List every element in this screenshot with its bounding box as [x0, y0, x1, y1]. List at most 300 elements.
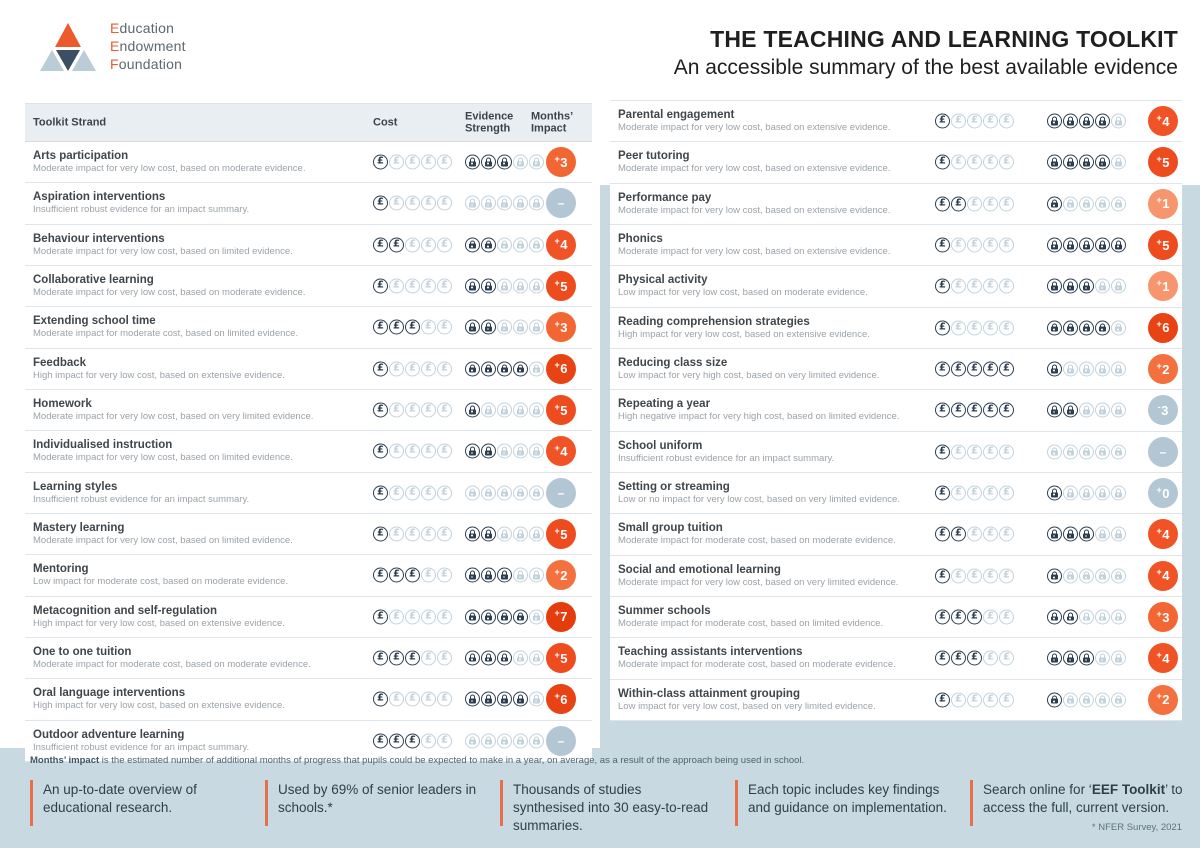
- strand-text: [33, 605, 348, 629]
- padlock-filled-icon: [481, 651, 496, 666]
- pound-empty-icon: £: [389, 485, 404, 500]
- impact-value: 2: [560, 567, 568, 583]
- padlock-empty-icon: [1111, 444, 1126, 459]
- months-impact-badge: [1148, 519, 1178, 549]
- padlock-filled-icon: [481, 444, 496, 459]
- padlock-empty-icon: [1063, 196, 1078, 211]
- pound-filled-icon: £: [983, 403, 998, 418]
- padlock-empty-icon: [1111, 568, 1126, 583]
- strand-text: [33, 729, 348, 753]
- pound-empty-icon: £: [421, 237, 436, 252]
- padlock-filled-icon: [465, 609, 480, 624]
- table-header: [25, 103, 592, 142]
- pound-filled-icon: £: [373, 155, 388, 170]
- pound-filled-icon: £: [935, 320, 950, 335]
- strand-text: [33, 563, 348, 587]
- pound-filled-icon: £: [373, 609, 388, 624]
- padlock-empty-icon: [1095, 610, 1110, 625]
- pound-empty-icon: £: [983, 320, 998, 335]
- months-impact-badge: [546, 230, 576, 260]
- padlock-filled-icon: [497, 568, 512, 583]
- padlock-empty-icon: [465, 196, 480, 211]
- impact-value: 4: [560, 443, 568, 459]
- padlock-empty-icon: [529, 568, 544, 583]
- evidence-strength-rating: [1047, 155, 1126, 170]
- padlock-empty-icon: [529, 733, 544, 748]
- evidence-strength-rating: [465, 320, 544, 335]
- pound-empty-icon: £: [437, 444, 452, 459]
- strand-description: Moderate impact for very low cost, based on extensive evidence.: [618, 204, 891, 216]
- strand-description: Low impact for very low cost, based on moderate evidence.: [618, 287, 868, 299]
- strand-name: Collaborative learning: [33, 274, 154, 287]
- pound-empty-icon: £: [951, 320, 966, 335]
- months-impact-badge: [1148, 561, 1178, 591]
- cost-rating: [373, 527, 452, 542]
- pound-empty-icon: £: [405, 485, 420, 500]
- impact-value: 1: [1162, 196, 1170, 212]
- pound-empty-icon: £: [967, 568, 982, 583]
- padlock-filled-icon: [465, 527, 480, 542]
- impact-sign: +: [1156, 567, 1162, 578]
- evidence-strength-rating: [465, 279, 544, 294]
- padlock-filled-icon: [1079, 320, 1094, 335]
- padlock-filled-icon: [1047, 114, 1062, 129]
- pound-filled-icon: £: [935, 279, 950, 294]
- key-fact-pre: Thousands of studies synthesised into 30 easy-to-read summaries.: [513, 782, 709, 834]
- padlock-empty-icon: [513, 444, 528, 459]
- masthead: [674, 26, 1178, 80]
- months-impact-badge: [1148, 271, 1178, 301]
- impact-sign: +: [1156, 608, 1162, 619]
- padlock-filled-icon: [497, 361, 512, 376]
- pound-empty-icon: £: [983, 114, 998, 129]
- strand-text: [618, 481, 928, 505]
- impact-sign: +: [554, 236, 560, 247]
- cost-rating: [935, 651, 1014, 666]
- padlock-empty-icon: [497, 320, 512, 335]
- strand-description: Low impact for moderate cost, based on moderate evidence.: [33, 576, 289, 588]
- pound-empty-icon: £: [421, 196, 436, 211]
- impact-value: 4: [1162, 650, 1170, 666]
- cost-rating: [935, 279, 1014, 294]
- toolkit-row: [610, 100, 1182, 142]
- pound-empty-icon: £: [405, 279, 420, 294]
- logo-line-1: Education: [110, 20, 175, 36]
- padlock-empty-icon: [497, 237, 512, 252]
- pound-empty-icon: £: [389, 279, 404, 294]
- cost-rating: [373, 155, 452, 170]
- strand-text: [33, 357, 348, 381]
- impact-sign: +: [554, 153, 560, 164]
- cost-rating: [373, 320, 452, 335]
- padlock-empty-icon: [529, 527, 544, 542]
- pound-filled-icon: £: [935, 403, 950, 418]
- footnote-rest: is the estimated number of additional months of progress that pupils could be expected to make in a year, on average, as a result of the approach being used in school.: [99, 755, 805, 766]
- table-body-right: [610, 100, 1182, 721]
- months-impact-badge: [1148, 313, 1178, 343]
- cost-rating: [373, 485, 452, 500]
- evidence-strength-rating: [1047, 486, 1126, 501]
- padlock-empty-icon: [513, 527, 528, 542]
- strand-name: Learning styles: [33, 480, 118, 493]
- evidence-strength-rating: [465, 237, 544, 252]
- padlock-empty-icon: [513, 320, 528, 335]
- padlock-filled-icon: [1047, 692, 1062, 707]
- pound-empty-icon: £: [421, 361, 436, 376]
- padlock-empty-icon: [1111, 692, 1126, 707]
- padlock-empty-icon: [497, 527, 512, 542]
- pound-filled-icon: £: [935, 486, 950, 501]
- pound-filled-icon: £: [373, 733, 388, 748]
- toolkit-table-left: [25, 103, 592, 762]
- padlock-filled-icon: [1063, 610, 1078, 625]
- pound-empty-icon: £: [951, 155, 966, 170]
- pound-empty-icon: £: [983, 527, 998, 542]
- padlock-filled-icon: [1047, 651, 1062, 666]
- padlock-filled-icon: [1063, 320, 1078, 335]
- cost-rating: [935, 403, 1014, 418]
- evidence-strength-rating: [1047, 651, 1126, 666]
- pound-empty-icon: £: [983, 196, 998, 211]
- padlock-empty-icon: [1079, 486, 1094, 501]
- padlock-filled-icon: [1063, 238, 1078, 253]
- strand-description: Moderate impact for very low cost, based on very limited evidence.: [33, 411, 314, 423]
- padlock-filled-icon: [1063, 114, 1078, 129]
- pound-empty-icon: £: [421, 155, 436, 170]
- padlock-empty-icon: [1111, 196, 1126, 211]
- pound-filled-icon: £: [389, 237, 404, 252]
- pound-empty-icon: £: [405, 609, 420, 624]
- toolkit-row: [25, 266, 592, 307]
- strand-text: [33, 439, 348, 463]
- pound-filled-icon: £: [373, 403, 388, 418]
- padlock-empty-icon: [497, 196, 512, 211]
- pound-filled-icon: £: [935, 692, 950, 707]
- pound-empty-icon: £: [967, 114, 982, 129]
- pound-filled-icon: £: [967, 651, 982, 666]
- impact-value: 5: [560, 278, 568, 294]
- impact-value: –: [557, 733, 565, 748]
- months-impact-badge: [546, 395, 576, 425]
- pound-empty-icon: £: [983, 610, 998, 625]
- strand-text: [618, 398, 928, 422]
- months-impact-badge: [546, 602, 576, 632]
- padlock-empty-icon: [529, 485, 544, 500]
- padlock-empty-icon: [1095, 486, 1110, 501]
- pound-empty-icon: £: [967, 486, 982, 501]
- months-impact-badge: [546, 519, 576, 549]
- padlock-filled-icon: [1047, 486, 1062, 501]
- pound-empty-icon: £: [437, 237, 452, 252]
- impact-value: 2: [1162, 361, 1170, 377]
- padlock-empty-icon: [1111, 279, 1126, 294]
- strand-text: [618, 233, 928, 257]
- months-impact-badge: [546, 312, 576, 342]
- padlock-empty-icon: [1063, 692, 1078, 707]
- eef-logo-wordmark: [110, 20, 186, 74]
- padlock-filled-icon: [513, 692, 528, 707]
- pound-empty-icon: £: [389, 444, 404, 459]
- strand-description: Moderate impact for very low cost, based on limited evidence.: [33, 245, 293, 257]
- impact-sign: +: [1156, 525, 1162, 536]
- padlock-filled-icon: [1047, 320, 1062, 335]
- months-impact-badge: [546, 436, 576, 466]
- pound-empty-icon: £: [421, 609, 436, 624]
- evidence-strength-rating: [465, 692, 544, 707]
- padlock-empty-icon: [465, 733, 480, 748]
- toolkit-row: [610, 473, 1182, 514]
- padlock-empty-icon: [1063, 444, 1078, 459]
- impact-value: 5: [560, 650, 568, 666]
- padlock-empty-icon: [1095, 527, 1110, 542]
- strand-name: One to one tuition: [33, 646, 132, 659]
- evidence-strength-rating: [1047, 279, 1126, 294]
- pound-empty-icon: £: [421, 279, 436, 294]
- pound-empty-icon: £: [437, 609, 452, 624]
- cost-rating: [935, 196, 1014, 211]
- evidence-strength-rating: [1047, 692, 1126, 707]
- pound-filled-icon: £: [373, 361, 388, 376]
- padlock-filled-icon: [1047, 196, 1062, 211]
- padlock-filled-icon: [465, 568, 480, 583]
- pound-filled-icon: £: [405, 651, 420, 666]
- key-fact-block: [735, 780, 970, 836]
- pound-empty-icon: £: [405, 196, 420, 211]
- padlock-filled-icon: [465, 320, 480, 335]
- padlock-empty-icon: [481, 403, 496, 418]
- pound-filled-icon: £: [967, 362, 982, 377]
- toolkit-row: [610, 597, 1182, 638]
- pound-filled-icon: £: [935, 527, 950, 542]
- padlock-empty-icon: [1047, 444, 1062, 459]
- strand-name: Behaviour interventions: [33, 232, 165, 245]
- padlock-empty-icon: [529, 279, 544, 294]
- pound-empty-icon: £: [967, 238, 982, 253]
- padlock-empty-icon: [1095, 692, 1110, 707]
- toolkit-row: [25, 638, 592, 679]
- strand-name: Small group tuition: [618, 522, 723, 535]
- impact-value: 1: [1162, 278, 1170, 294]
- toolkit-row: [25, 142, 592, 183]
- column-header-cost: Cost: [373, 116, 398, 129]
- pound-filled-icon: £: [373, 568, 388, 583]
- logo-line-2: Endowment: [110, 37, 186, 54]
- padlock-filled-icon: [1047, 155, 1062, 170]
- strand-text: [33, 191, 348, 215]
- strand-name: Reading comprehension strategies: [618, 315, 810, 328]
- pound-filled-icon: £: [935, 114, 950, 129]
- key-fact-pre: An up-to-date overview of educational research.: [43, 782, 197, 816]
- strand-description: High negative impact for very high cost, based on limited evidence.: [618, 411, 900, 423]
- key-fact-pre: Each topic includes key findings and guidance on implementation.: [748, 782, 947, 816]
- padlock-empty-icon: [1079, 403, 1094, 418]
- toolkit-row: [610, 184, 1182, 225]
- pound-empty-icon: £: [389, 527, 404, 542]
- impact-value: 2: [1162, 692, 1170, 708]
- cost-rating: [935, 527, 1014, 542]
- pound-empty-icon: £: [999, 238, 1014, 253]
- impact-sign: +: [554, 401, 560, 412]
- impact-sign: +: [554, 690, 560, 701]
- padlock-filled-icon: [1095, 114, 1110, 129]
- padlock-filled-icon: [1079, 527, 1094, 542]
- padlock-filled-icon: [513, 609, 528, 624]
- pound-empty-icon: £: [951, 692, 966, 707]
- logo-line-3: Foundation: [110, 55, 183, 72]
- padlock-empty-icon: [529, 196, 544, 211]
- padlock-filled-icon: [513, 361, 528, 376]
- evidence-strength-rating: [1047, 568, 1126, 583]
- padlock-empty-icon: [481, 733, 496, 748]
- pound-empty-icon: £: [405, 361, 420, 376]
- impact-value: 6: [1162, 320, 1170, 336]
- impact-sign: +: [554, 566, 560, 577]
- evidence-strength-rating: [1047, 610, 1126, 625]
- evidence-strength-rating: [1047, 196, 1126, 211]
- months-impact-badge: [1148, 395, 1178, 425]
- column-header-impact: Months’ Impact: [531, 109, 573, 135]
- strand-name: Homework: [33, 398, 92, 411]
- impact-value: 3: [560, 154, 568, 170]
- impact-sign: +: [1156, 649, 1162, 660]
- impact-sign: +: [554, 525, 560, 536]
- months-impact-badge: [546, 684, 576, 714]
- pound-filled-icon: £: [951, 651, 966, 666]
- pound-empty-icon: £: [421, 568, 436, 583]
- strand-description: Moderate impact for very low cost, based on extensive evidence.: [618, 122, 891, 134]
- strand-text: [33, 398, 348, 422]
- padlock-filled-icon: [1047, 568, 1062, 583]
- strand-name: Extending school time: [33, 315, 156, 328]
- key-fact-block: [265, 780, 500, 836]
- padlock-filled-icon: [1095, 238, 1110, 253]
- strand-name: Aspiration interventions: [33, 191, 166, 204]
- toolkit-row: [25, 390, 592, 431]
- padlock-empty-icon: [513, 568, 528, 583]
- impact-sign: +: [1156, 319, 1162, 330]
- pound-filled-icon: £: [935, 155, 950, 170]
- padlock-empty-icon: [1095, 444, 1110, 459]
- months-impact-badge: [1148, 685, 1178, 715]
- padlock-filled-icon: [1063, 403, 1078, 418]
- evidence-strength-rating: [1047, 114, 1126, 129]
- cost-rating: [935, 568, 1014, 583]
- strand-description: High impact for very low cost, based on extensive evidence.: [33, 700, 285, 712]
- padlock-empty-icon: [513, 279, 528, 294]
- pound-empty-icon: £: [389, 403, 404, 418]
- pound-empty-icon: £: [437, 568, 452, 583]
- pound-empty-icon: £: [421, 527, 436, 542]
- padlock-empty-icon: [1111, 155, 1126, 170]
- strand-description: Insufficient robust evidence for an impact summary.: [33, 204, 250, 216]
- impact-value: 3: [1162, 609, 1170, 625]
- impact-value: 6: [560, 691, 568, 707]
- strand-name: Feedback: [33, 356, 87, 369]
- strand-text: [33, 274, 348, 298]
- key-facts-strip: [30, 780, 1200, 836]
- padlock-empty-icon: [497, 444, 512, 459]
- padlock-empty-icon: [1111, 362, 1126, 377]
- pound-filled-icon: £: [389, 733, 404, 748]
- strand-name: Arts participation: [33, 150, 129, 163]
- padlock-filled-icon: [481, 692, 496, 707]
- pound-empty-icon: £: [437, 692, 452, 707]
- key-fact-post: ’ to access the full, current version.: [983, 782, 1183, 816]
- pound-empty-icon: £: [967, 444, 982, 459]
- padlock-filled-icon: [1079, 651, 1094, 666]
- strand-text: [618, 522, 928, 546]
- cost-rating: [373, 733, 452, 748]
- toolkit-row: [610, 225, 1182, 266]
- evidence-strength-rating: [465, 733, 544, 748]
- pound-empty-icon: £: [421, 733, 436, 748]
- pound-empty-icon: £: [951, 279, 966, 294]
- padlock-empty-icon: [529, 361, 544, 376]
- evidence-strength-rating: [465, 155, 544, 170]
- strand-text: [618, 274, 928, 298]
- pound-filled-icon: £: [935, 651, 950, 666]
- pound-empty-icon: £: [405, 155, 420, 170]
- pound-empty-icon: £: [437, 527, 452, 542]
- impact-value: 5: [1162, 237, 1170, 253]
- padlock-filled-icon: [481, 279, 496, 294]
- evidence-strength-rating: [1047, 362, 1126, 377]
- padlock-empty-icon: [1095, 403, 1110, 418]
- impact-sign: +: [1156, 112, 1162, 123]
- impact-sign: +: [554, 277, 560, 288]
- toolkit-row: [610, 142, 1182, 183]
- pound-empty-icon: £: [999, 610, 1014, 625]
- pound-empty-icon: £: [389, 196, 404, 211]
- evidence-strength-rating: [465, 609, 544, 624]
- padlock-empty-icon: [1079, 610, 1094, 625]
- months-impact-badge: [1148, 354, 1178, 384]
- cost-rating: [373, 196, 452, 211]
- pound-empty-icon: £: [983, 568, 998, 583]
- padlock-filled-icon: [1079, 155, 1094, 170]
- pound-empty-icon: £: [983, 692, 998, 707]
- strand-text: [618, 192, 928, 216]
- pound-empty-icon: £: [999, 527, 1014, 542]
- toolkit-row: [25, 514, 592, 555]
- padlock-empty-icon: [1111, 114, 1126, 129]
- padlock-empty-icon: [1079, 196, 1094, 211]
- evidence-strength-rating: [465, 444, 544, 459]
- key-fact-text: [513, 780, 713, 836]
- padlock-empty-icon: [1111, 610, 1126, 625]
- pound-empty-icon: £: [421, 651, 436, 666]
- pound-empty-icon: £: [405, 403, 420, 418]
- padlock-filled-icon: [465, 155, 480, 170]
- evidence-strength-rating: [465, 651, 544, 666]
- pound-filled-icon: £: [951, 610, 966, 625]
- padlock-empty-icon: [1095, 279, 1110, 294]
- padlock-filled-icon: [465, 361, 480, 376]
- impact-value: –: [1159, 444, 1167, 459]
- months-impact-badge: [546, 271, 576, 301]
- padlock-empty-icon: [529, 609, 544, 624]
- padlock-filled-icon: [1047, 238, 1062, 253]
- impact-sign: +: [1156, 277, 1162, 288]
- padlock-filled-icon: [465, 444, 480, 459]
- padlock-empty-icon: [513, 485, 528, 500]
- pound-filled-icon: £: [999, 403, 1014, 418]
- toolkit-row: [610, 680, 1182, 721]
- strand-description: Low impact for very high cost, based on very limited evidence.: [618, 370, 880, 382]
- pound-filled-icon: £: [935, 196, 950, 211]
- strand-description: Moderate impact for very low cost, based on limited evidence.: [33, 452, 293, 464]
- padlock-empty-icon: [513, 155, 528, 170]
